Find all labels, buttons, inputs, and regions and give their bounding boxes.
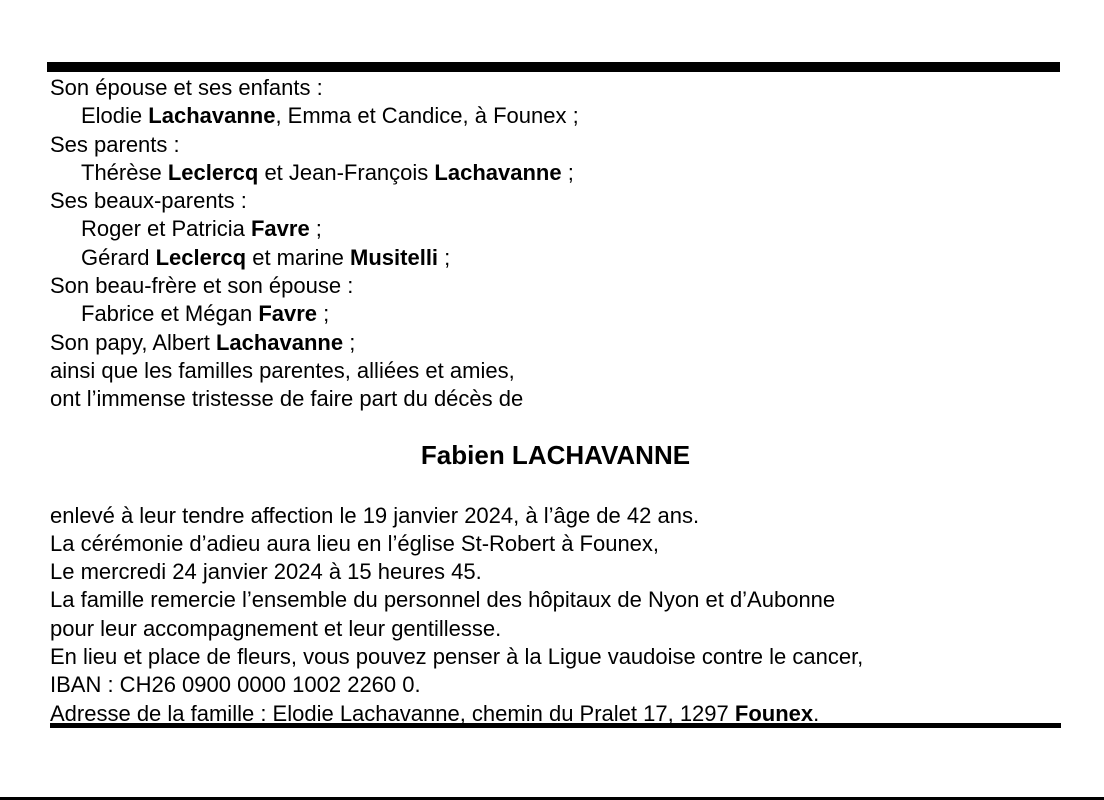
text-line [50,530,1061,558]
text-line [50,643,1061,671]
family-name-emphasis: Leclercq [155,244,247,270]
text-segment: Fabrice et Mégan [81,301,259,327]
family-name-emphasis: Lachavanne [148,103,276,129]
family-block [50,74,1061,414]
text-line [50,329,1061,357]
family-name-emphasis: Musitelli [350,244,439,270]
text-line [50,558,1061,586]
text-segment: La famille remercie l’ensemble du personnel des hôpitaux de Nyon et d’Aubonne [50,587,836,613]
text-line [50,102,1061,130]
text-segment: Elodie [81,103,149,129]
text-segment: Son épouse et ses enfants : [50,75,323,100]
family-name-emphasis: Lachavanne [434,159,562,185]
text-segment: IBAN : CH26 0900 0000 1002 2260 0. [50,672,421,698]
text-line [50,671,1061,699]
text-segment: La cérémonie d’adieu aura lieu en l’église St-Robert à Founex, [50,530,660,556]
family-name-emphasis: Founex [734,700,814,726]
text-segment: Gérard [81,244,156,270]
text-segment: ; [343,329,356,355]
text-line [50,385,1061,413]
text-segment: Roger et Patricia [81,216,251,242]
text-segment: Ses beaux-parents : [50,188,247,214]
family-name-emphasis: Leclercq [167,159,259,185]
deceased-name: Fabien LACHAVANNE [420,439,691,470]
text-segment: . [813,700,820,726]
text-segment: Thérèse [81,159,168,185]
text-segment: et marine [246,244,351,270]
family-name-emphasis: Lachavanne [215,329,344,355]
text-segment: ; [309,216,322,242]
text-segment: ; [438,244,451,270]
text-line [50,615,1061,643]
text-line [50,131,1061,159]
text-line [50,300,1061,328]
text-line [50,159,1061,187]
text-line [50,187,1061,215]
family-name-emphasis: Favre [258,301,318,327]
text-segment: Son papy, Albert [50,329,216,355]
text-segment: , Emma et Candice, à Founex ; [275,103,579,129]
text-segment: pour leur accompagnement et leur gentillesse. [50,615,502,641]
text-line [50,215,1061,243]
text-line [50,244,1061,272]
text-segment: Le mercredi 24 janvier 2024 à 15 heures 45. [50,559,482,585]
text-segment: enlevé à leur tendre affection le 19 janvier 2024, à l’âge de 42 ans. [50,502,700,528]
text-segment: Adresse de la famille : Elodie Lachavanne, chemin du Pralet 17, 1297 [50,700,735,726]
text-line [50,272,1061,300]
text-segment: ; [561,159,574,185]
text-line [50,74,1061,102]
family-name-emphasis: Favre [250,216,310,242]
details-block [50,502,1061,728]
top-rule [47,62,1060,72]
text-segment: Son beau-frère et son épouse : [50,273,354,299]
text-segment: et Jean-François [258,159,435,185]
text-segment: Ses parents : [50,131,180,157]
text-line [50,502,1061,530]
text-line [50,586,1061,614]
text-segment: ont l’immense tristesse de faire part du décès de [50,386,524,412]
announcement-body [50,74,1061,728]
text-segment: ; [317,301,330,327]
text-segment: ainsi que les familles parentes, alliées et amies, [50,357,515,383]
text-line [50,357,1061,385]
text-segment: En lieu et place de fleurs, vous pouvez penser à la Ligue vaudoise contre le cancer, [50,644,864,670]
